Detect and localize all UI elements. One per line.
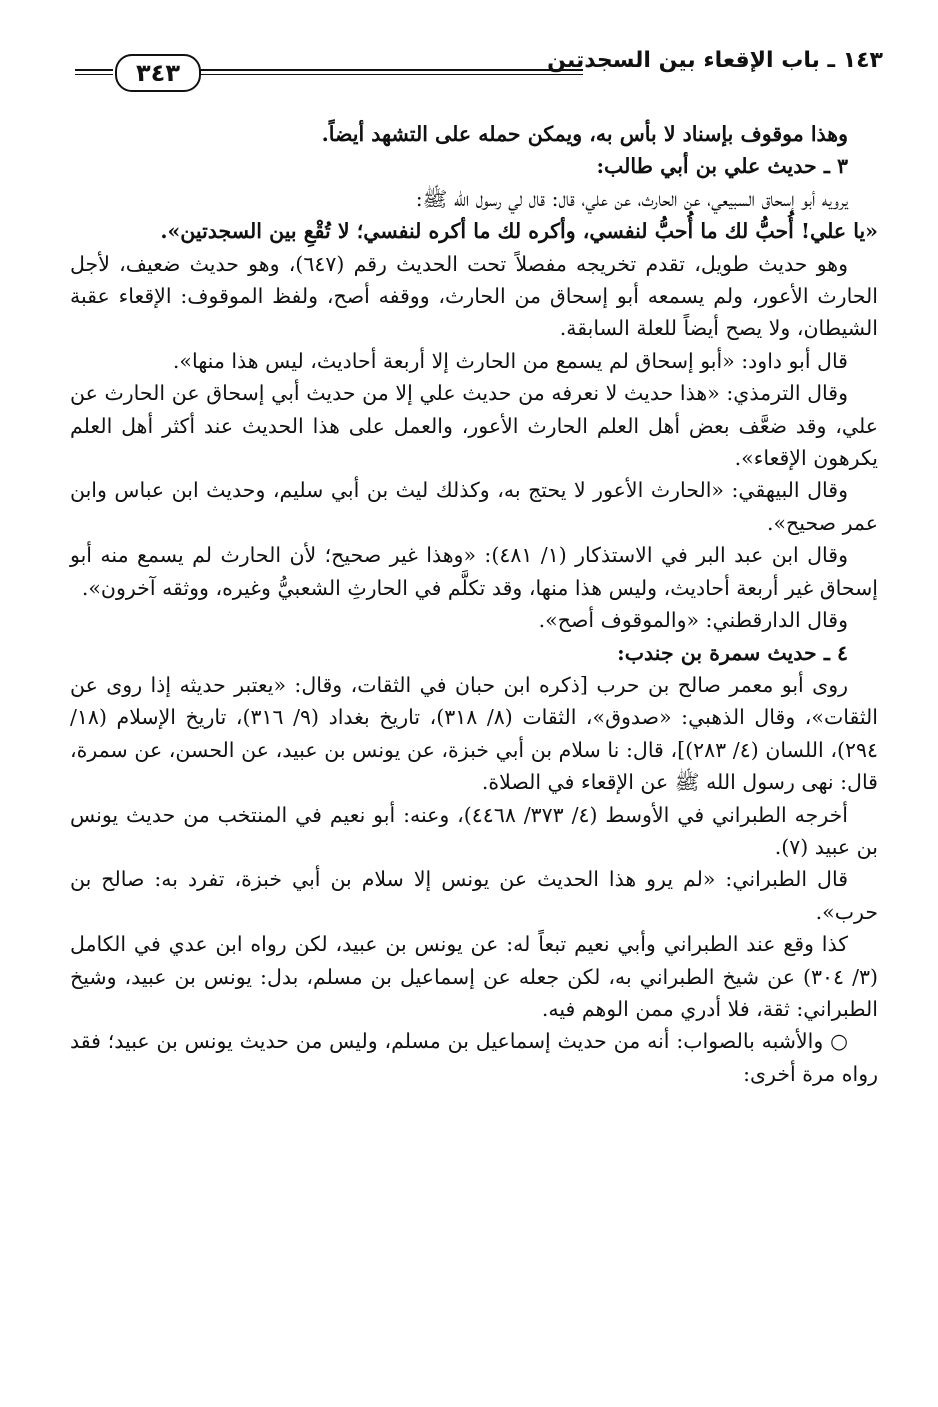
page-header [75, 40, 883, 100]
page-number: ٣٤٣ [115, 54, 201, 92]
paragraph-tabarani-quote: قال الطبراني: «لم يرو هذا الحديث عن يونس إلا سلام بن أبي خبزة، تفرد به: صالح بن حرب». [70, 867, 878, 924]
paragraph-ibn-abd-al-barr: وقال ابن عبد البر في الاستذكار (١/ ٤٨١): «وهذا غير صحيح؛ لأن الحارث لم يسمع منه أبو إسحاق غير أربعة أحاديث، وليس هذا منها، وقد تكلَّم في الحارثِ الشعبيُّ وغيره، ووثقه آخرون». [70, 543, 878, 600]
paragraph-abu-dawud: قال أبو داود: «أبو إسحاق لم يسمع من الحارث إلا أربعة أحاديث، ليس هذا منها». [172, 348, 848, 373]
paragraph-3: وهو حديث طويل، تقدم تخريجه مفصلاً تحت الحديث رقم (٦٤٧)، وهو حديث ضعيف، لأجل الحارث الأعور، ولم يسمعه أبو إسحاق من الحارث، ووقفه أصح، ولفظ الموقوف: الإقعاء عقبة الشيطان، ولا يصح أيضاً للعلة السابقة. [70, 251, 878, 341]
paragraph-1: وهذا موقوف بإسناد لا بأس به، ويمكن حمله على التشهد أيضاً. [321, 122, 848, 146]
paragraph-bayhaqi: وقال البيهقي: «الحارث الأعور لا يحتج به، وكذلك ليث بن أبي سليم، وحديث ابن عباس وابن عمر صحيح». [70, 478, 878, 535]
section-heading-samura: ٤ ـ حديث سمرة بن جندب: [617, 640, 848, 665]
header-rule-left [75, 69, 113, 75]
header-rule [200, 69, 583, 75]
hadith-text-ali: «يا علي! أُحبُّ لك ما أُحبُّ لنفسي، وأكره لك ما أكره لنفسي؛ لا تُقْعِ بين السجدتين». [160, 219, 878, 244]
paragraph-tirmidhi: وقال الترمذي: «هذا حديث لا نعرفه من حديث علي إلا من حديث أبي إسحاق عن الحارث عن علي، وقد ضعَّف بعض أهل العلم الحارث الأعور، والعمل على هذا الحديث عند أكثر أهل العلم يكرهون الإقعاء». [70, 381, 878, 471]
chapter-title: ١٤٣ ـ باب الإقعاء بين السجدتين [547, 48, 883, 73]
page-body [70, 118, 878, 1090]
paragraph-daraqutni: وقال الدارقطني: «والموقوف أصح». [538, 608, 848, 633]
paragraph-2: يرويه أبو إسحاق السبيعي، عن الحارث، عن علي، قال: قال لي رسول الله ﷺ: [415, 186, 848, 211]
paragraph-tabarani-source: أخرجه الطبراني في الأوسط (٤/ ٣٧٣/ ٤٤٦٨)، وعنه: أبو نعيم في المنتخب من حديث يونس بن عبيد (٧). [70, 802, 878, 859]
paragraph-samura-chain: روى أبو معمر صالح بن حرب [ذكره ابن حبان في الثقات، وقال: «يعتبر حديثه إذا روى عن الثقات»، وقال الذهبي: «صدوق»، الثقات (٨/ ٣١٨)، تاريخ بغداد (٩/ ٣١٦)، تاريخ الإسلام (١٨/ ٢٩٤)، اللسان (٤/ ٢٨٣)]، قال: نا سلام بن أبي خبزة، عن يونس بن عبيد، عن الحسن، عن سمرة، قال: نهى رسول الله ﷺ عن الإقعاء في الصلاة. [70, 672, 878, 795]
paragraph-conclusion: ○ والأشبه بالصواب: أنه من حديث إسماعيل بن مسلم، وليس من حديث يونس بن عبيد؛ فقد رواه مرة أخرى: [70, 1029, 878, 1086]
section-heading-ali: ٣ ـ حديث علي بن أبي طالب: [596, 154, 848, 179]
paragraph-ibn-adi: كذا وقع عند الطبراني وأبي نعيم تبعاً له: عن يونس بن عبيد، لكن رواه ابن عدي في الكامل (٣/ ٣٠٤) عن شيخ الطبراني به، لكن جعله عن إسماعيل بن مسلم، بدل: يونس بن عبيد، وشيخ الطبراني: ثقة، فلا أدري ممن الوهم فيه. [70, 932, 878, 1021]
